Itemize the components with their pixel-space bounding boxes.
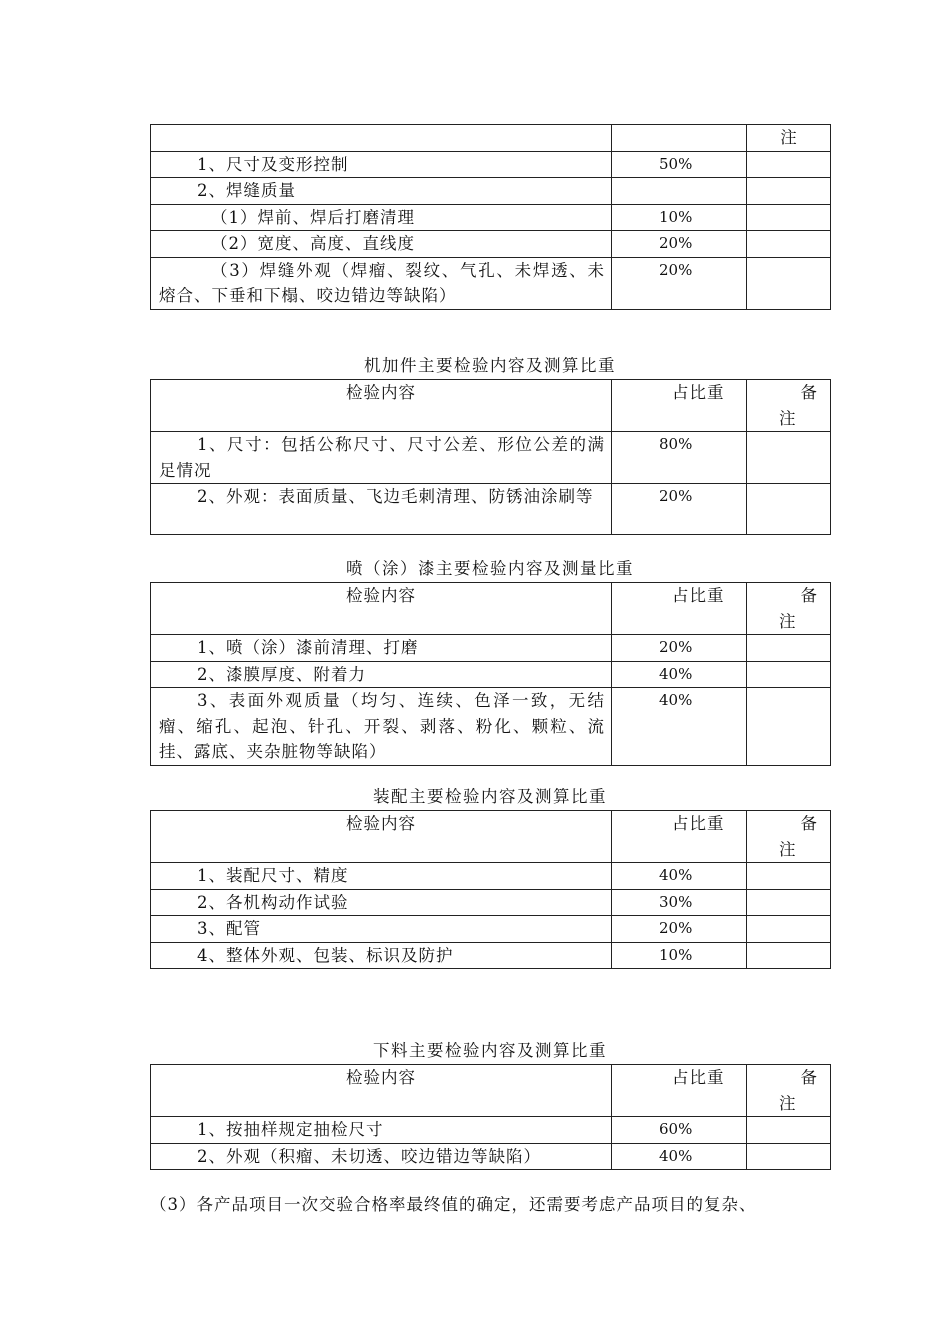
cutting-table-block bbox=[150, 1038, 830, 1170]
pct-cell: 20% bbox=[612, 916, 747, 943]
note-cell bbox=[747, 942, 831, 969]
pct-cell: 50% bbox=[612, 151, 747, 178]
table-row bbox=[151, 916, 831, 943]
note-cell bbox=[747, 688, 831, 766]
note-cell bbox=[747, 204, 831, 231]
note-label-2: 注 bbox=[779, 1093, 797, 1113]
pct-cell bbox=[612, 178, 747, 205]
item-cell: 1、按抽样规定抽检尺寸 bbox=[151, 1117, 612, 1144]
header-pct-cell: 占比重 bbox=[612, 583, 747, 635]
note-label-2: 注 bbox=[779, 839, 797, 859]
note-cell bbox=[747, 1143, 831, 1170]
item-cell: （2）宽度、高度、直线度 bbox=[151, 231, 612, 258]
item-cell: （3）焊缝外观（焊瘤、裂纹、气孔、未焊透、未熔合、下垂和下榻、咬边错边等缺陷） bbox=[151, 257, 612, 309]
table-row bbox=[151, 432, 831, 484]
table-row bbox=[151, 204, 831, 231]
table-caption: 装配主要检验内容及测算比重 bbox=[373, 787, 607, 806]
header-note-cell bbox=[747, 380, 831, 432]
item-cell: 1、喷（涂）漆前清理、打磨 bbox=[151, 635, 612, 662]
machining-inspection-table bbox=[150, 379, 831, 535]
note-label-1: 备 bbox=[800, 814, 818, 833]
assembly-inspection-table bbox=[150, 810, 831, 969]
pct-cell: 40% bbox=[612, 688, 747, 766]
weld-inspection-table bbox=[150, 124, 831, 310]
header-content-cell: 检验内容 bbox=[151, 811, 612, 863]
note-cell bbox=[747, 635, 831, 662]
pct-cell: 20% bbox=[612, 257, 747, 309]
item-cell: 2、外观（积瘤、未切透、咬边错边等缺陷） bbox=[151, 1143, 612, 1170]
item-cell: 2、漆膜厚度、附着力 bbox=[151, 661, 612, 688]
table-row bbox=[151, 178, 831, 205]
painting-inspection-table bbox=[150, 582, 831, 766]
table-header-row bbox=[151, 125, 831, 152]
body-paragraph: （3）各产品项目一次交验合格率最终值的确定，还需要考虑产品项目的复杂、 bbox=[150, 1195, 757, 1214]
header-content-cell bbox=[151, 125, 612, 152]
table-row bbox=[151, 1117, 831, 1144]
note-label-1: 备 bbox=[800, 586, 818, 605]
table-row bbox=[151, 257, 831, 309]
pct-cell: 40% bbox=[612, 863, 747, 890]
table-row bbox=[151, 484, 831, 535]
table-row bbox=[151, 688, 831, 766]
table-row bbox=[151, 863, 831, 890]
pct-cell: 10% bbox=[612, 204, 747, 231]
weld-table-block bbox=[150, 124, 830, 310]
pct-cell: 20% bbox=[612, 635, 747, 662]
table-row bbox=[151, 635, 831, 662]
note-cell bbox=[747, 863, 831, 890]
pct-cell: 40% bbox=[612, 1143, 747, 1170]
note-cell bbox=[747, 151, 831, 178]
header-note-cell: 注 bbox=[747, 125, 831, 152]
note-label-2: 注 bbox=[779, 408, 797, 428]
note-cell bbox=[747, 889, 831, 916]
item-cell: 3、表面外观质量（均匀、连续、色泽一致，无结瘤、缩孔、起泡、针孔、开裂、剥落、粉化、颗粒、流挂、露底、夹杂脏物等缺陷） bbox=[151, 688, 612, 766]
item-cell: 4、整体外观、包装、标识及防护 bbox=[151, 942, 612, 969]
header-content-cell: 检验内容 bbox=[151, 583, 612, 635]
note-cell bbox=[747, 484, 831, 535]
table-header-row bbox=[151, 1065, 831, 1117]
header-note-cell bbox=[747, 583, 831, 635]
header-content-cell: 检验内容 bbox=[151, 380, 612, 432]
table-header-row bbox=[151, 380, 831, 432]
pct-cell: 10% bbox=[612, 942, 747, 969]
assembly-table-block bbox=[150, 784, 830, 969]
header-pct-cell bbox=[612, 125, 747, 152]
note-cell bbox=[747, 257, 831, 309]
table-caption: 下料主要检验内容及测算比重 bbox=[373, 1041, 607, 1060]
note-cell bbox=[747, 1117, 831, 1144]
note-cell bbox=[747, 661, 831, 688]
pct-cell: 80% bbox=[612, 432, 747, 484]
item-cell: （1）焊前、焊后打磨清理 bbox=[151, 204, 612, 231]
note-label-1: 备 bbox=[800, 383, 818, 402]
table-caption: 机加件主要检验内容及测算比重 bbox=[364, 356, 616, 375]
item-cell: 2、各机构动作试验 bbox=[151, 889, 612, 916]
note-cell bbox=[747, 231, 831, 258]
header-content-cell: 检验内容 bbox=[151, 1065, 612, 1117]
table-row bbox=[151, 942, 831, 969]
table-row bbox=[151, 151, 831, 178]
item-cell: 1、装配尺寸、精度 bbox=[151, 863, 612, 890]
pct-cell: 20% bbox=[612, 484, 747, 535]
table-header-row bbox=[151, 583, 831, 635]
note-label-2: 注 bbox=[779, 611, 797, 631]
cutting-inspection-table bbox=[150, 1064, 831, 1170]
pct-cell: 60% bbox=[612, 1117, 747, 1144]
header-note-cell bbox=[747, 1065, 831, 1117]
note-label-1: 备 bbox=[800, 1068, 818, 1087]
table-header-row bbox=[151, 811, 831, 863]
header-note-cell bbox=[747, 811, 831, 863]
item-cell: 1、尺寸：包括公称尺寸、尺寸公差、形位公差的满足情况 bbox=[151, 432, 612, 484]
painting-table-block bbox=[150, 556, 830, 766]
note-cell bbox=[747, 178, 831, 205]
note-cell bbox=[747, 432, 831, 484]
item-cell: 2、外观：表面质量、飞边毛刺清理、防锈油涂刷等 bbox=[151, 484, 612, 535]
table-row bbox=[151, 889, 831, 916]
table-row bbox=[151, 1143, 831, 1170]
item-cell: 2、焊缝质量 bbox=[151, 178, 612, 205]
header-pct-cell: 占比重 bbox=[612, 380, 747, 432]
header-pct-cell: 占比重 bbox=[612, 811, 747, 863]
pct-cell: 30% bbox=[612, 889, 747, 916]
table-row bbox=[151, 661, 831, 688]
item-cell: 1、尺寸及变形控制 bbox=[151, 151, 612, 178]
item-cell: 3、配管 bbox=[151, 916, 612, 943]
pct-cell: 20% bbox=[612, 231, 747, 258]
pct-cell: 40% bbox=[612, 661, 747, 688]
header-pct-cell: 占比重 bbox=[612, 1065, 747, 1117]
table-row bbox=[151, 231, 831, 258]
machining-table-block bbox=[150, 353, 830, 535]
note-cell bbox=[747, 916, 831, 943]
table-caption: 喷（涂）漆主要检验内容及测量比重 bbox=[346, 559, 634, 578]
